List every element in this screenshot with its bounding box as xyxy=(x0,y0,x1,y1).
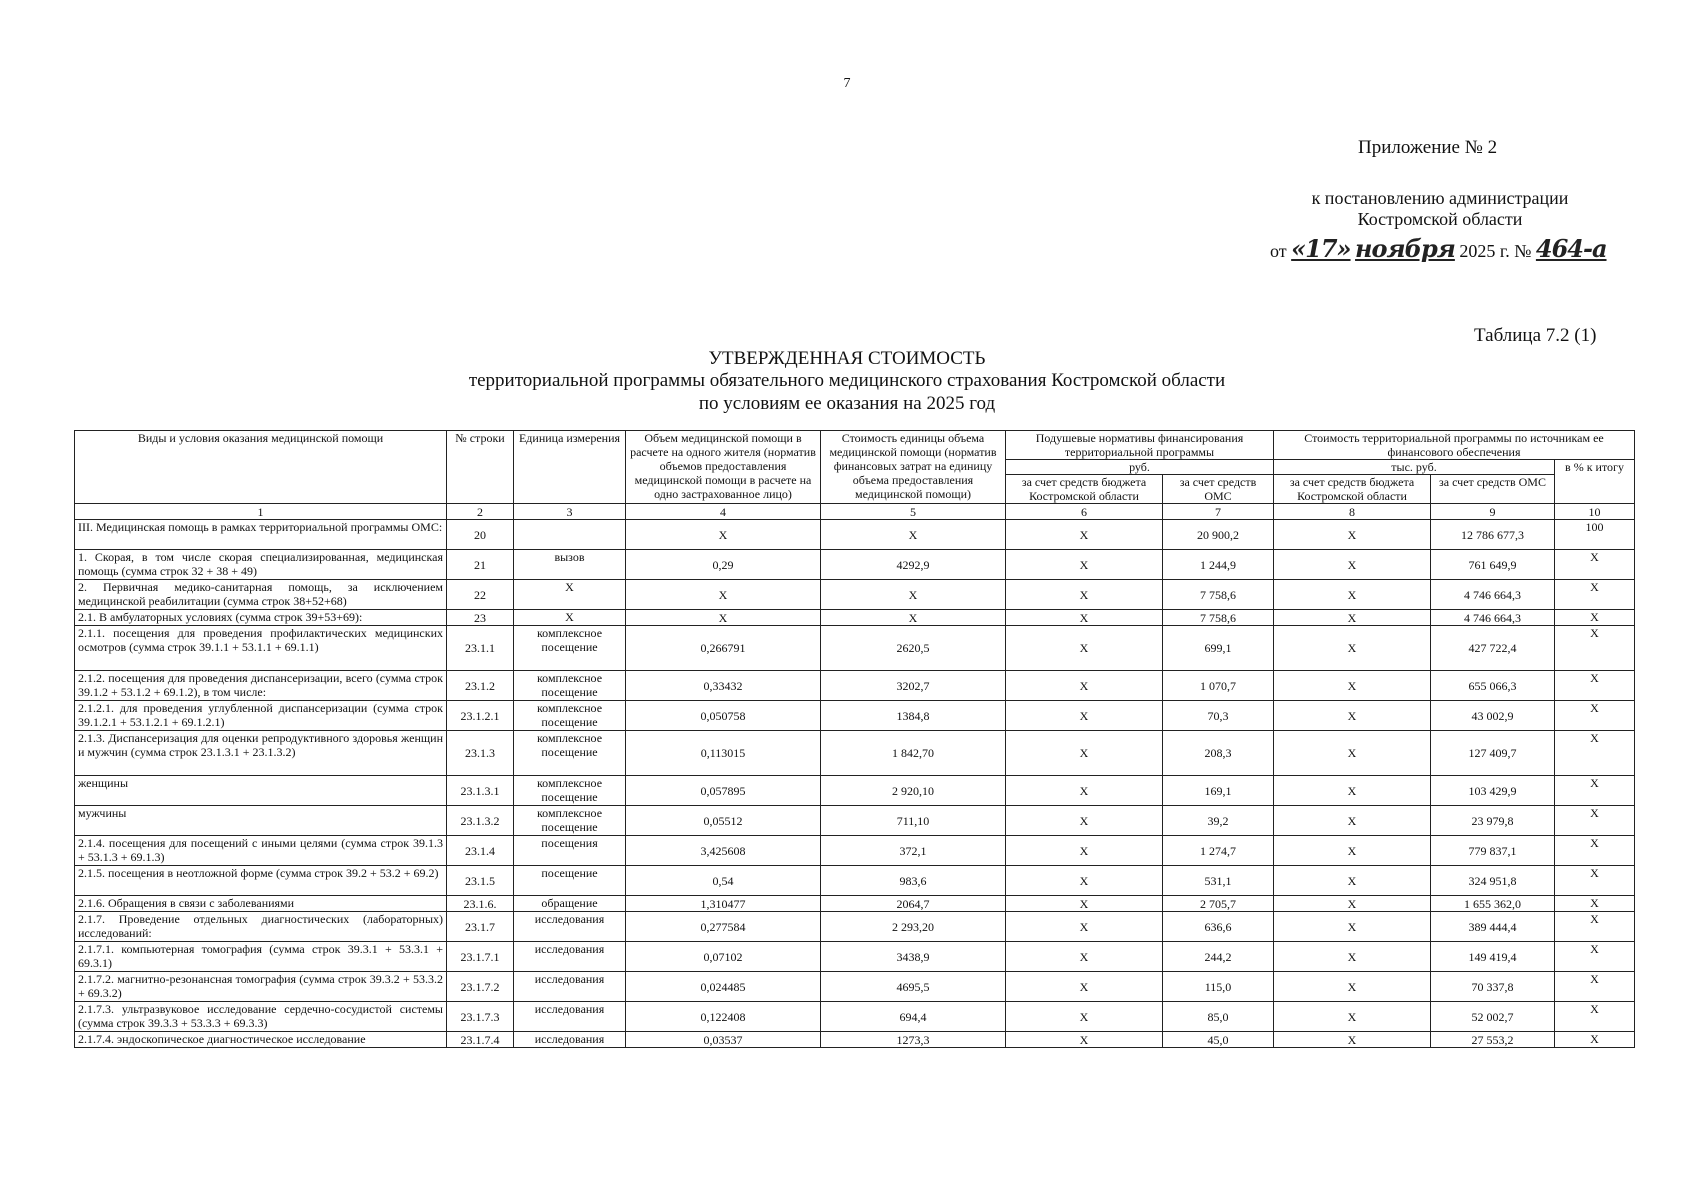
row-oms-total: 23 979,8 xyxy=(1431,806,1555,836)
row-budget-total: Х xyxy=(1274,896,1431,912)
row-oms-total: 779 837,1 xyxy=(1431,836,1555,866)
row-cost: 983,6 xyxy=(821,866,1006,896)
row-oms: 1 274,7 xyxy=(1163,836,1274,866)
table-row xyxy=(75,626,1635,671)
header-rub: руб. xyxy=(1006,460,1274,475)
row-volume: 0,33432 xyxy=(626,671,821,701)
row-name: 2.1.7.2. магнитно-резонансная томография (сумма строк 39.3.2 + 53.3.2 + 69.3.2) xyxy=(75,972,447,1002)
row-name: 1. Скорая, в том числе скорая специализированная, медицинская помощь (сумма строк 32 + 38 + 49) xyxy=(75,550,447,580)
column-number: 3 xyxy=(514,504,626,520)
row-oms-total: 324 951,8 xyxy=(1431,866,1555,896)
row-oms: 636,6 xyxy=(1163,912,1274,942)
row-oms: 208,3 xyxy=(1163,731,1274,776)
row-budget-total: Х xyxy=(1274,776,1431,806)
decree-day: «17» xyxy=(1291,234,1351,263)
row-volume: 0,07102 xyxy=(626,942,821,972)
row-name: 2.1. В амбулаторных условиях (сумма строк 39+53+69): xyxy=(75,610,447,626)
row-volume: Х xyxy=(626,580,821,610)
document-subtitle-1: территориальной программы обязательного медицинского страхования Костромской области xyxy=(468,370,1226,391)
row-pct: Х xyxy=(1555,836,1635,866)
row-budget-total: Х xyxy=(1274,942,1431,972)
row-pct: Х xyxy=(1555,550,1635,580)
row-number: 23.1.2 xyxy=(447,671,514,701)
row-oms-total: 389 444,4 xyxy=(1431,912,1555,942)
cost-table xyxy=(74,430,1635,1048)
row-number: 20 xyxy=(447,520,514,550)
table-row xyxy=(75,942,1635,972)
row-budget: Х xyxy=(1006,701,1163,731)
table-row xyxy=(75,972,1635,1002)
table-row xyxy=(75,610,1635,626)
header-volume: Объем медицинской помощи в расчете на одного жителя (норматив объемов предоставления медицинской помощи в расчете на одно застрахованное лицо) xyxy=(626,431,821,504)
row-unit: Х xyxy=(514,580,626,610)
header-row-no: № строки xyxy=(447,431,514,504)
row-oms: 115,0 xyxy=(1163,972,1274,1002)
header-pct: в % к итогу xyxy=(1555,460,1635,504)
row-oms: 531,1 xyxy=(1163,866,1274,896)
row-unit: посещение xyxy=(514,866,626,896)
row-number: 23.1.7.1 xyxy=(447,942,514,972)
column-number: 7 xyxy=(1163,504,1274,520)
row-cost: 694,4 xyxy=(821,1002,1006,1032)
decree-month: ноября xyxy=(1355,234,1455,263)
row-budget: Х xyxy=(1006,671,1163,701)
row-name: 2.1.2.1. для проведения углубленной диспансеризации (сумма строк 39.1.2.1 + 53.1.2.1 + 69.1.2.1) xyxy=(75,701,447,731)
row-unit: исследования xyxy=(514,1002,626,1032)
table-row xyxy=(75,912,1635,942)
column-number: 9 xyxy=(1431,504,1555,520)
row-pct: Х xyxy=(1555,610,1635,626)
row-unit: комплексное посещение xyxy=(514,671,626,701)
row-name: 2.1.7. Проведение отдельных диагностических (лабораторных) исследований: xyxy=(75,912,447,942)
page-number: 7 xyxy=(843,76,851,91)
row-volume: 0,122408 xyxy=(626,1002,821,1032)
row-pct: Х xyxy=(1555,580,1635,610)
decree-number: 464-а xyxy=(1535,234,1607,263)
row-oms-total: 103 429,9 xyxy=(1431,776,1555,806)
row-budget: Х xyxy=(1006,972,1163,1002)
row-budget: Х xyxy=(1006,1032,1163,1048)
row-number: 23.1.7 xyxy=(447,912,514,942)
table-row xyxy=(75,1032,1635,1048)
row-number: 23.1.4 xyxy=(447,836,514,866)
row-unit xyxy=(514,520,626,550)
row-oms: 45,0 xyxy=(1163,1032,1274,1048)
decree-year: 2025 г. № xyxy=(1459,241,1532,261)
row-cost: 2620,5 xyxy=(821,626,1006,671)
row-unit: комплексное посещение xyxy=(514,806,626,836)
header-oms: за счет средств ОМС xyxy=(1163,475,1274,504)
row-oms: 169,1 xyxy=(1163,776,1274,806)
row-oms: 2 705,7 xyxy=(1163,896,1274,912)
row-cost: 4292,9 xyxy=(821,550,1006,580)
row-budget-total: Х xyxy=(1274,1032,1431,1048)
row-pct: Х xyxy=(1555,806,1635,836)
row-oms: 1 070,7 xyxy=(1163,671,1274,701)
row-budget-total: Х xyxy=(1274,580,1431,610)
row-unit: Х xyxy=(514,610,626,626)
row-cost: 2 293,20 xyxy=(821,912,1006,942)
row-volume: 0,266791 xyxy=(626,626,821,671)
column-number: 4 xyxy=(626,504,821,520)
column-number: 2 xyxy=(447,504,514,520)
row-budget: Х xyxy=(1006,776,1163,806)
row-cost: 3202,7 xyxy=(821,671,1006,701)
row-pct: Х xyxy=(1555,912,1635,942)
row-unit: вызов xyxy=(514,550,626,580)
row-oms-total: 427 722,4 xyxy=(1431,626,1555,671)
table-row xyxy=(75,896,1635,912)
row-budget: Х xyxy=(1006,520,1163,550)
row-unit: комплексное посещение xyxy=(514,626,626,671)
row-name: 2.1.5. посещения в неотложной форме (сумма строк 39.2 + 53.2 + 69.2) xyxy=(75,866,447,896)
row-unit: комплексное посещение xyxy=(514,731,626,776)
row-number: 23.1.1 xyxy=(447,626,514,671)
row-oms-total: 43 002,9 xyxy=(1431,701,1555,731)
row-budget-total: Х xyxy=(1274,610,1431,626)
row-volume: 0,050758 xyxy=(626,701,821,731)
header-kinds: Виды и условия оказания медицинской помощи xyxy=(75,431,447,504)
row-number: 22 xyxy=(447,580,514,610)
row-name: 2.1.7.1. компьютерная томография (сумма строк 39.3.1 + 53.3.1 + 69.3.1) xyxy=(75,942,447,972)
row-cost: Х xyxy=(821,520,1006,550)
row-oms-total: 149 419,4 xyxy=(1431,942,1555,972)
row-budget: Х xyxy=(1006,836,1163,866)
row-oms-total: 4 746 664,3 xyxy=(1431,610,1555,626)
row-budget-total: Х xyxy=(1274,731,1431,776)
row-budget: Х xyxy=(1006,731,1163,776)
row-unit: исследования xyxy=(514,942,626,972)
row-oms: 7 758,6 xyxy=(1163,610,1274,626)
row-budget: Х xyxy=(1006,912,1163,942)
column-number: 10 xyxy=(1555,504,1635,520)
row-budget: Х xyxy=(1006,550,1163,580)
row-budget-total: Х xyxy=(1274,1002,1431,1032)
row-oms-total: 127 409,7 xyxy=(1431,731,1555,776)
row-number: 23 xyxy=(447,610,514,626)
row-oms: 1 244,9 xyxy=(1163,550,1274,580)
row-name: 2.1.1. посещения для проведения профилактических медицинских осмотров (сумма строк 39.1.1 + 53.1.1 + 69.1.1) xyxy=(75,626,447,671)
row-oms-total: 27 553,2 xyxy=(1431,1032,1555,1048)
row-oms-total: 12 786 677,3 xyxy=(1431,520,1555,550)
row-unit: исследования xyxy=(514,1032,626,1048)
row-cost: Х xyxy=(821,580,1006,610)
row-number: 21 xyxy=(447,550,514,580)
row-unit: посещения xyxy=(514,836,626,866)
row-cost: Х xyxy=(821,610,1006,626)
table-row xyxy=(75,866,1635,896)
row-budget: Х xyxy=(1006,806,1163,836)
row-oms-total: 52 002,7 xyxy=(1431,1002,1555,1032)
row-name: 2.1.2. посещения для проведения диспансеризации, всего (сумма строк 39.1.2 + 53.1.2 + 69.1.2), в том числе: xyxy=(75,671,447,701)
table-row xyxy=(75,776,1635,806)
row-cost: 1 842,70 xyxy=(821,731,1006,776)
header-cost-unit: Стоимость единицы объема медицинской помощи (норматив финансовых затрат на единицу объема предоставления медицинской помощи) xyxy=(821,431,1006,504)
row-oms-total: 1 655 362,0 xyxy=(1431,896,1555,912)
row-oms: 699,1 xyxy=(1163,626,1274,671)
row-number: 23.1.6. xyxy=(447,896,514,912)
header-per-capita: Подушевые нормативы финансирования территориальной программы xyxy=(1006,431,1274,460)
decree-prefix: от xyxy=(1270,241,1287,261)
header-thous-rub: тыс. руб. xyxy=(1274,460,1555,475)
row-volume: 3,425608 xyxy=(626,836,821,866)
row-oms-total: 761 649,9 xyxy=(1431,550,1555,580)
row-oms-total: 655 066,3 xyxy=(1431,671,1555,701)
row-budget: Х xyxy=(1006,626,1163,671)
row-pct: Х xyxy=(1555,1032,1635,1048)
row-cost: 4695,5 xyxy=(821,972,1006,1002)
row-pct: 100 xyxy=(1555,520,1635,550)
row-number: 23.1.3.2 xyxy=(447,806,514,836)
row-number: 23.1.3.1 xyxy=(447,776,514,806)
row-budget-total: Х xyxy=(1274,550,1431,580)
row-budget-total: Х xyxy=(1274,806,1431,836)
row-number: 23.1.7.3 xyxy=(447,1002,514,1032)
row-number: 23.1.5 xyxy=(447,866,514,896)
row-unit: исследования xyxy=(514,972,626,1002)
row-pct: Х xyxy=(1555,626,1635,671)
row-pct: Х xyxy=(1555,1002,1635,1032)
row-budget-total: Х xyxy=(1274,912,1431,942)
row-volume: Х xyxy=(626,520,821,550)
row-unit: обращение xyxy=(514,896,626,912)
row-unit: исследования xyxy=(514,912,626,942)
table-row xyxy=(75,580,1635,610)
row-pct: Х xyxy=(1555,942,1635,972)
row-name: 2.1.3. Диспансеризация для оценки репродуктивного здоровья женщин и мужчин (сумма строк 23.1.3.1 + 23.1.3.2) xyxy=(75,731,447,776)
row-budget: Х xyxy=(1006,866,1163,896)
row-oms: 20 900,2 xyxy=(1163,520,1274,550)
document-title: УТВЕРЖДЕННАЯ СТОИМОСТЬ xyxy=(708,348,986,369)
row-oms: 70,3 xyxy=(1163,701,1274,731)
row-name: 2. Первичная медико-санитарная помощь, за исключением медицинской реабилитации (сумма строк 38+52+68) xyxy=(75,580,447,610)
row-cost: 2 920,10 xyxy=(821,776,1006,806)
header-unit: Единица измерения xyxy=(514,431,626,504)
column-number: 5 xyxy=(821,504,1006,520)
table-row xyxy=(75,806,1635,836)
row-volume: Х xyxy=(626,610,821,626)
row-volume: 0,03537 xyxy=(626,1032,821,1048)
row-oms: 7 758,6 xyxy=(1163,580,1274,610)
row-budget-total: Х xyxy=(1274,671,1431,701)
row-budget-total: Х xyxy=(1274,520,1431,550)
row-pct: Х xyxy=(1555,731,1635,776)
decree-date-line xyxy=(1270,234,1607,263)
row-budget-total: Х xyxy=(1274,701,1431,731)
row-name: женщины xyxy=(75,776,447,806)
document-subtitle-2: по условиям ее оказания на 2025 год xyxy=(698,393,996,414)
row-volume: 0,024485 xyxy=(626,972,821,1002)
row-name: мужчины xyxy=(75,806,447,836)
row-budget: Х xyxy=(1006,896,1163,912)
table-row xyxy=(75,701,1635,731)
decree-line-1: к постановлению администрации xyxy=(1311,188,1569,208)
column-number: 6 xyxy=(1006,504,1163,520)
row-volume: 0,113015 xyxy=(626,731,821,776)
row-volume: 0,277584 xyxy=(626,912,821,942)
row-pct: Х xyxy=(1555,671,1635,701)
table-row xyxy=(75,671,1635,701)
column-number: 1 xyxy=(75,504,447,520)
row-name: 2.1.7.4. эндоскопическое диагностическое исследование xyxy=(75,1032,447,1048)
table-label: Таблица 7.2 (1) xyxy=(1474,325,1597,346)
row-oms-total: 70 337,8 xyxy=(1431,972,1555,1002)
column-number: 8 xyxy=(1274,504,1431,520)
header-budget: за счет средств бюджета Костромской области xyxy=(1006,475,1163,504)
row-cost: 372,1 xyxy=(821,836,1006,866)
row-budget-total: Х xyxy=(1274,836,1431,866)
row-volume: 0,057895 xyxy=(626,776,821,806)
row-budget-total: Х xyxy=(1274,972,1431,1002)
table-row xyxy=(75,550,1635,580)
row-pct: Х xyxy=(1555,776,1635,806)
row-number: 23.1.2.1 xyxy=(447,701,514,731)
row-budget-total: Х xyxy=(1274,626,1431,671)
table-body xyxy=(75,520,1635,1048)
row-number: 23.1.7.2 xyxy=(447,972,514,1002)
row-oms: 85,0 xyxy=(1163,1002,1274,1032)
row-volume: 0,29 xyxy=(626,550,821,580)
row-number: 23.1.7.4 xyxy=(447,1032,514,1048)
table-row xyxy=(75,731,1635,776)
row-budget: Х xyxy=(1006,942,1163,972)
row-budget: Х xyxy=(1006,580,1163,610)
row-unit: комплексное посещение xyxy=(514,776,626,806)
header-oms-2: за счет средств ОМС xyxy=(1431,475,1555,504)
row-pct: Х xyxy=(1555,701,1635,731)
row-budget: Х xyxy=(1006,1002,1163,1032)
table-row xyxy=(75,1002,1635,1032)
row-cost: 1273,3 xyxy=(821,1032,1006,1048)
row-number: 23.1.3 xyxy=(447,731,514,776)
header-budget-2: за счет средств бюджета Костромской области xyxy=(1274,475,1431,504)
table-row xyxy=(75,520,1635,550)
row-oms: 244,2 xyxy=(1163,942,1274,972)
row-name: 2.1.6. Обращения в связи с заболеваниями xyxy=(75,896,447,912)
column-number-row xyxy=(75,504,1635,520)
table-row xyxy=(75,836,1635,866)
appendix-title: Приложение № 2 xyxy=(1358,137,1498,158)
row-name: III. Медицинская помощь в рамках территориальной программы ОМС: xyxy=(75,520,447,550)
row-cost: 711,10 xyxy=(821,806,1006,836)
row-cost: 3438,9 xyxy=(821,942,1006,972)
row-name: 2.1.4. посещения для посещений с иными целями (сумма строк 39.1.3 + 53.1.3 + 69.1.3) xyxy=(75,836,447,866)
row-oms: 39,2 xyxy=(1163,806,1274,836)
row-pct: Х xyxy=(1555,866,1635,896)
row-volume: 0,05512 xyxy=(626,806,821,836)
decree-line-2: Костромской области xyxy=(1357,209,1523,229)
header-program-cost: Стоимость территориальной программы по источникам ее финансового обеспечения xyxy=(1274,431,1635,460)
row-budget-total: Х xyxy=(1274,866,1431,896)
row-volume: 1,310477 xyxy=(626,896,821,912)
row-pct: Х xyxy=(1555,896,1635,912)
row-name: 2.1.7.3. ультразвуковое исследование сердечно-сосудистой системы (сумма строк 39.3.3 + 53.3.3 + 69.3.3) xyxy=(75,1002,447,1032)
row-unit: комплексное посещение xyxy=(514,701,626,731)
row-cost: 2064,7 xyxy=(821,896,1006,912)
row-oms-total: 4 746 664,3 xyxy=(1431,580,1555,610)
row-pct: Х xyxy=(1555,972,1635,1002)
row-cost: 1384,8 xyxy=(821,701,1006,731)
row-budget: Х xyxy=(1006,610,1163,626)
row-volume: 0,54 xyxy=(626,866,821,896)
